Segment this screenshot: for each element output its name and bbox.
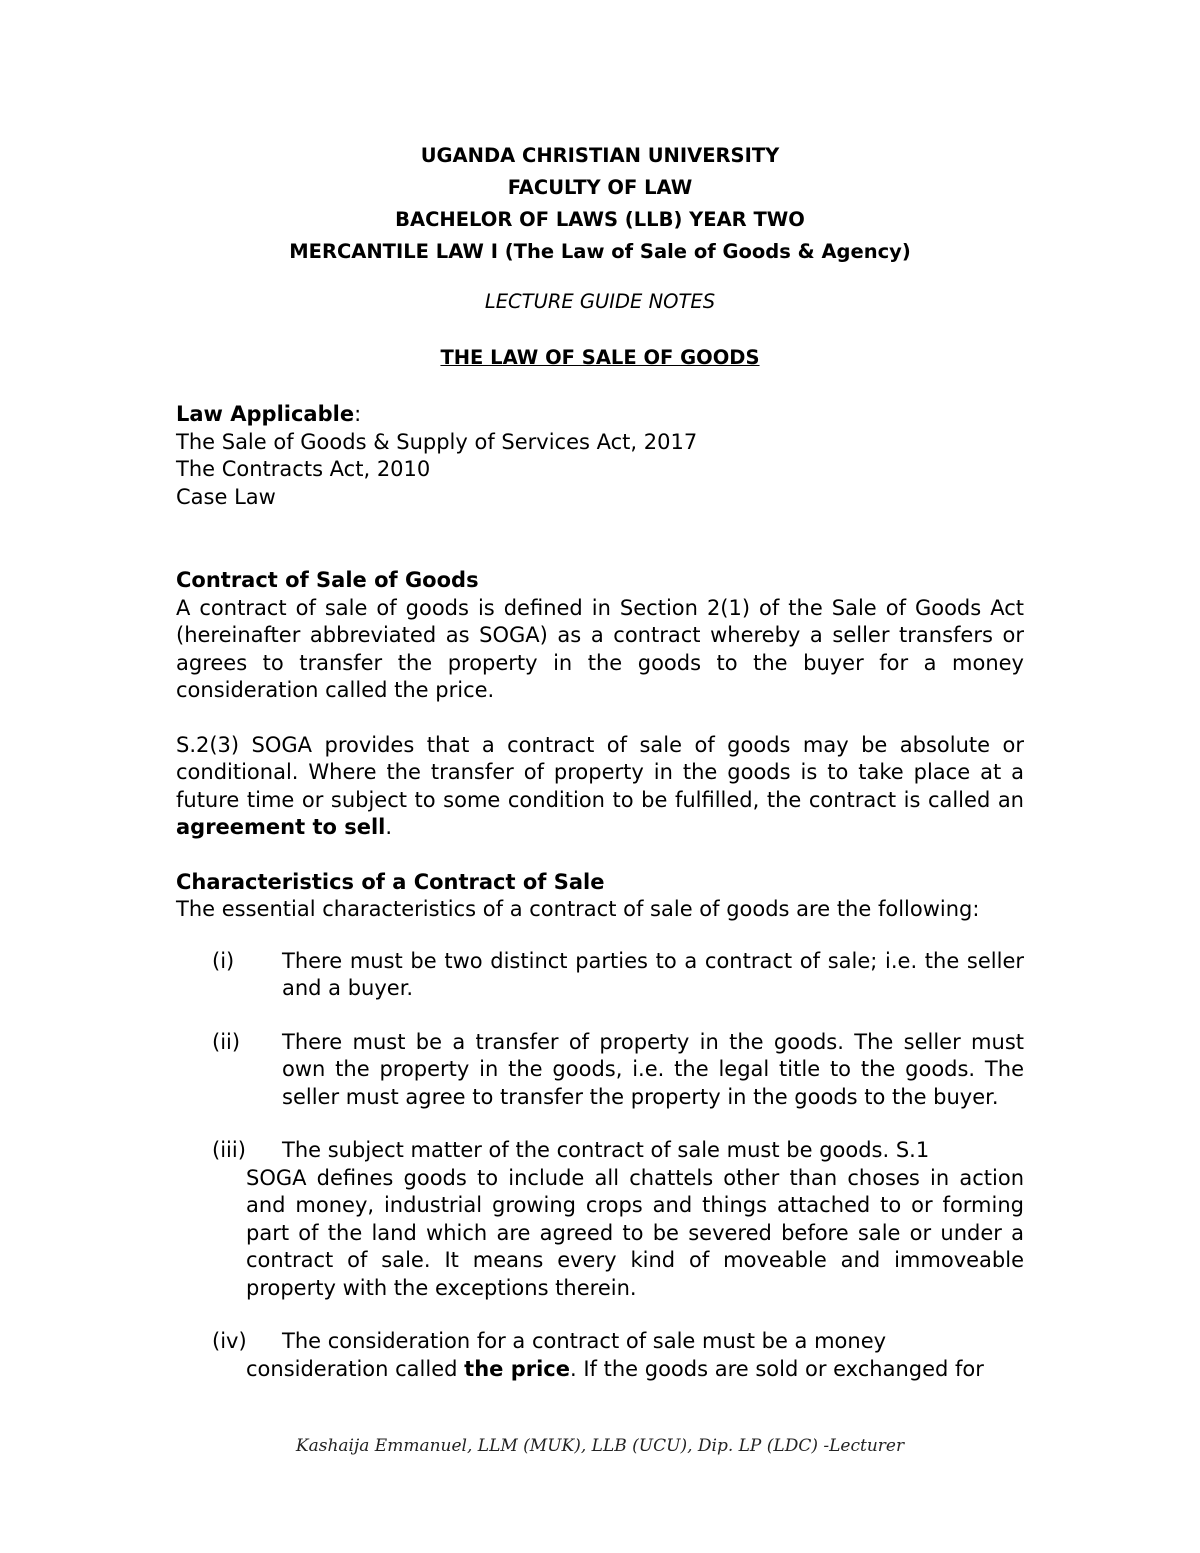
list-item [176,1029,1024,1112]
law-applicable-heading-line [176,401,1024,429]
list-item-text: There must be a transfer of property in the goods. The seller must own the property in the goods, i.e. the legal title to the goods. The seller must agree to transfer the property in the goods to the buyer. [282,1029,1024,1109]
price-text: consideration called [246,1356,465,1381]
main-title: THE LAW OF SALE OF GOODS [440,345,760,369]
list-item-number: (i) [212,948,235,973]
characteristics-heading: Characteristics of a Contract of Sale [176,869,605,894]
law-applicable-block [176,401,1024,511]
list-item-text: SOGA defines goods to include all chattels other than choses in action and money, industrial growing crops and things attached to or forming part of the land which are agreed to be severed before sale or under a contract of sale. It means every kind of moveable and immoveable property with the exceptions therein. [246,1165,1024,1300]
university-name: UGANDA CHRISTIAN UNIVERSITY [420,144,780,167]
page-footer: Kashaija Emmanuel, LLM (MUK), LLB (UCU), Dip. LP (LDC) -Lecturer [295,1436,905,1456]
list-item [176,948,1024,1003]
characteristics-intro: The essential characteristics of a contract of sale of goods are the following: [176,897,980,921]
programme-name: BACHELOR OF LAWS (LLB) YEAR TWO [395,208,805,231]
faculty-name: FACULTY OF LAW [507,176,693,199]
agreement-to-sell-term: agreement to sell [176,815,386,839]
list-item-first-line: The consideration for a contract of sale must be a money [282,1329,887,1353]
lecture-label: LECTURE GUIDE NOTES [484,290,716,313]
contract-heading: Contract of Sale of Goods [176,568,479,592]
list-item-first-line: The subject matter of the contract of sale must be goods. S.1 [282,1138,930,1162]
agreement-to-sell-paragraph [176,732,1024,842]
list-item-number: (iv) [212,1329,247,1353]
law-applicable-heading: Law Applicable [176,402,355,426]
para2-end: . [385,815,393,839]
document-body [176,140,1024,1383]
characteristics-section [176,869,1024,1384]
contract-section [176,567,1024,842]
list-item-number: (iii) [212,1138,246,1162]
law-applicable-item: Case Law [176,484,276,509]
law-applicable-item: The Contracts Act, 2010 [176,457,431,481]
document-header [176,140,1024,268]
list-item [212,1137,1024,1302]
list-item-text: There must be two distinct parties to a contract of sale; i.e. the seller and a buyer. [282,948,1024,1000]
price-term: the price [464,1356,570,1381]
price-text-end: . If the goods are sold or exchanged for [569,1356,984,1381]
list-item [212,1328,1024,1383]
characteristics-list [176,948,1024,1384]
list-item-number: (ii) [212,1029,241,1054]
para2-text: S.2(3) SOGA provides that a contract of sale of goods may be absolute or conditional. Where the transfer of property in the goods is to take place at a future time or subject to some condition to be fulfilled, the contract is called an [176,732,1024,812]
course-name: MERCANTILE LAW I (The Law of Sale of Goods & Agency) [289,240,911,263]
list-item-text [246,1356,1024,1384]
law-applicable-item: The Sale of Goods & Supply of Services Act, 2017 [176,429,698,454]
law-applicable-colon: : [354,402,362,426]
contract-definition-paragraph: A contract of sale of goods is defined in Section 2(1) of the Sale of Goods Act (hereinafter abbreviated as SOGA) as a contract whereby a seller transfers or agrees to transfer the property in the goods to the buyer for a money consideration called the price. [176,595,1024,702]
